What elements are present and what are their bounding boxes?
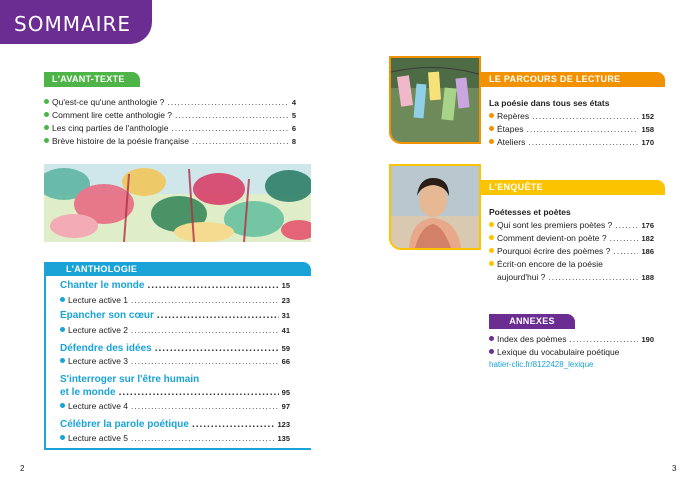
enquete-tag [481,180,665,195]
left-page-number: 2 [20,464,25,473]
bullet-icon [44,125,49,130]
bullet-icon [44,99,49,104]
bullet-icon [60,358,65,363]
toc-item-breve-histoire[interactable]: Brève histoire de la poésie française ..... 8 [44,136,296,146]
toc-item-lexique[interactable]: Lexique du vocabulaire poétique [489,347,619,357]
toc-item-comment-lire[interactable]: Comment lire cette anthologie ? ..... 5 [44,110,296,120]
bullet-icon [489,139,494,144]
toc-lecture-active-4[interactable]: Lecture active 4 ..... 97 [60,401,290,411]
parcours-photo [389,56,481,144]
toc-section-epancher[interactable]: Épancher son cœur ..... 31 [60,310,290,321]
toc-section-interroger[interactable]: et le monde ..... 95 [60,387,290,398]
toc-section-defendre[interactable]: Défendre des idées ..... 59 [60,343,290,354]
parcours-label: LE PARCOURS DE LECTURE [489,74,621,84]
title-band [0,0,152,44]
avant-texte-tag [44,72,140,87]
toc-item-etapes[interactable]: Étapes ..... 158 [489,124,654,134]
toc-section-celebrer[interactable]: Célébrer la parole poétique ..... 123 [60,419,290,430]
bullet-icon [489,248,494,253]
lexique-link[interactable]: hatier-clic.fr/8122428_lexique [489,360,594,369]
anthologie-label: L'ANTHOLOGIE [66,264,138,274]
enquete-label: L'ENQUÊTE [489,182,543,192]
bullet-icon [489,261,494,266]
bullet-icon [489,222,494,227]
avant-texte-label: L'AVANT-TEXTE [52,74,125,84]
toc-section-interroger-line1[interactable]: S'interroger sur l'être humain [60,374,200,385]
parcours-subtitle: La poésie dans tous ses états [489,98,610,108]
toc-section-chanter[interactable]: Chanter le monde ..... 15 [60,280,290,291]
parcours-tag [481,72,665,87]
bullet-icon [489,336,494,341]
toc-item-devient-poete[interactable]: Comment devient-on poète ? ..... 182 [489,233,654,243]
bullet-icon [60,327,65,332]
toc-lecture-active-2[interactable]: Lecture active 2 ..... 41 [60,325,290,335]
annexes-label: ANNEXES [509,316,555,326]
bullet-icon [489,349,494,354]
toc-item-reperes[interactable]: Repères ..... 152 [489,111,654,121]
toc-item-ecrit-on[interactable]: aujourd'hui ? ..... 188 [497,272,654,282]
bullet-icon [489,113,494,118]
right-page-number: 3 [672,464,677,473]
toc-item-anthologie[interactable]: Qu'est-ce qu'une anthologie ? ..... 4 [44,97,296,107]
toc-lecture-active-1[interactable]: Lecture active 1 ..... 23 [60,295,290,305]
annexes-tag [489,314,575,329]
enquete-portrait [389,164,481,250]
bullet-icon [44,138,49,143]
enquete-subtitle: Poétesses et poètes [489,207,571,217]
toc-item-premiers-poetes[interactable]: Qui sont les premiers poètes ? ..... 176 [489,220,654,230]
bullet-icon [44,112,49,117]
page-title: SOMMAIRE [14,12,132,36]
bullet-icon [489,126,494,131]
toc-lecture-active-5[interactable]: Lecture active 5 ..... 135 [60,433,290,443]
toc-item-index-poemes[interactable]: Index des poèmes ..... 190 [489,334,654,344]
toc-item-ateliers[interactable]: Ateliers ..... 170 [489,137,654,147]
bullet-icon [60,297,65,302]
toc-item-ecrit-on-line1[interactable]: Écrit-on encore de la poésie [489,259,603,269]
toc-item-cinq-parties[interactable]: Les cinq parties de l'anthologie ..... 6 [44,123,296,133]
toc-item-pourquoi-ecrire[interactable]: Pourquoi écrire des poèmes ? ..... 186 [489,246,654,256]
garden-painting [44,164,311,242]
bullet-icon [60,403,65,408]
bullet-icon [60,435,65,440]
toc-lecture-active-3[interactable]: Lecture active 3 ..... 66 [60,356,290,366]
bullet-icon [489,235,494,240]
